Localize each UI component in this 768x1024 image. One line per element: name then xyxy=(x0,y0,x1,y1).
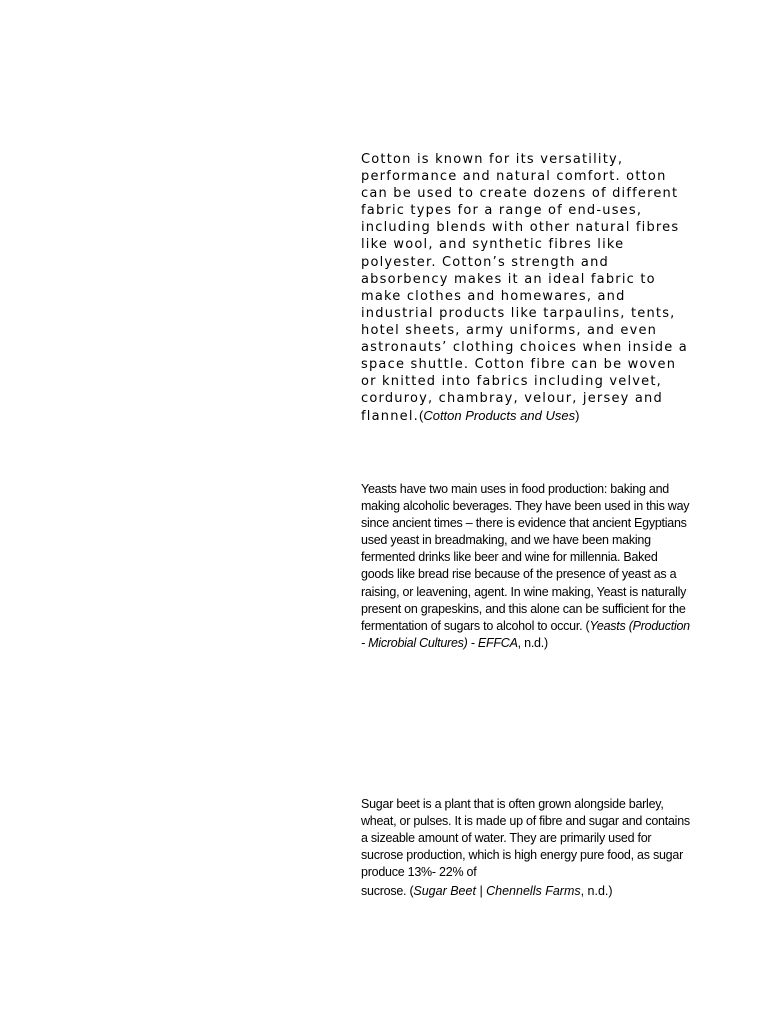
yeast-body-text: Yeasts have two main uses in food production: baking and making alcoholic beverages. They have been used in this way since ancient times – there is evidence that ancient Egyptians used yeast in breadmaking, and we have been making fermented drinks like beer and wine for millennia. Baked goods like bread rise because of the presence of yeast as a raising, or leavening, agent. In wine making, Yeast is naturally present on grapeskins, and this alone can be sufficient for the fermentation of sugars to alcohol to occur. ( xyxy=(361,482,690,633)
yeast-citation-rest: , n.d.) xyxy=(517,635,548,650)
sugar-beet-citation-title: Sugar Beet | Chennells Farms xyxy=(413,884,581,898)
cotton-citation-open: ( xyxy=(418,408,424,424)
cotton-body-text: Cotton is known for its versatility, performance and natural comfort. otton can be used to create dozens of different fabric types for a range of end-uses, including blends with other natural fibres like wool, and synthetic fibres like polyester. Cotton’s strength and absorbency makes it an ideal fabric to make clothes and homewares, and industrial products like tarpaulins, tents, hotel sheets, army uniforms, and even astronauts’ clothing choices when inside a space shuttle. Cotton fibre can be woven or knitted into fabrics including velvet, corduroy, chambray, velour, jersey and flannel. xyxy=(361,152,688,425)
yeast-citation-title: Yeasts (Production - Microbial Cultures) - EFFCA xyxy=(361,618,690,650)
sugar-beet-citation-line xyxy=(361,883,691,900)
sugar-beet-citation-rest: , n.d.) xyxy=(580,884,613,898)
cotton-paragraph xyxy=(361,151,691,426)
sugar-beet-body-text: Sugar beet is a plant that is often grown alongside barley, wheat, or pulses. It is made up of fibre and sugar and contains a sizeable amount of water. They are primarily used for sucrose production, which is high energy pure food, as sugar produce 13%- 22% of xyxy=(361,797,690,879)
yeast-paragraph xyxy=(361,481,691,652)
cotton-citation-title: Cotton Products and Uses xyxy=(423,408,576,424)
sugar-beet-paragraph xyxy=(361,796,691,900)
sugar-beet-last-line-start: sucrose. ( xyxy=(361,884,414,898)
cotton-citation xyxy=(419,408,579,423)
cotton-citation-close: ) xyxy=(575,408,580,424)
